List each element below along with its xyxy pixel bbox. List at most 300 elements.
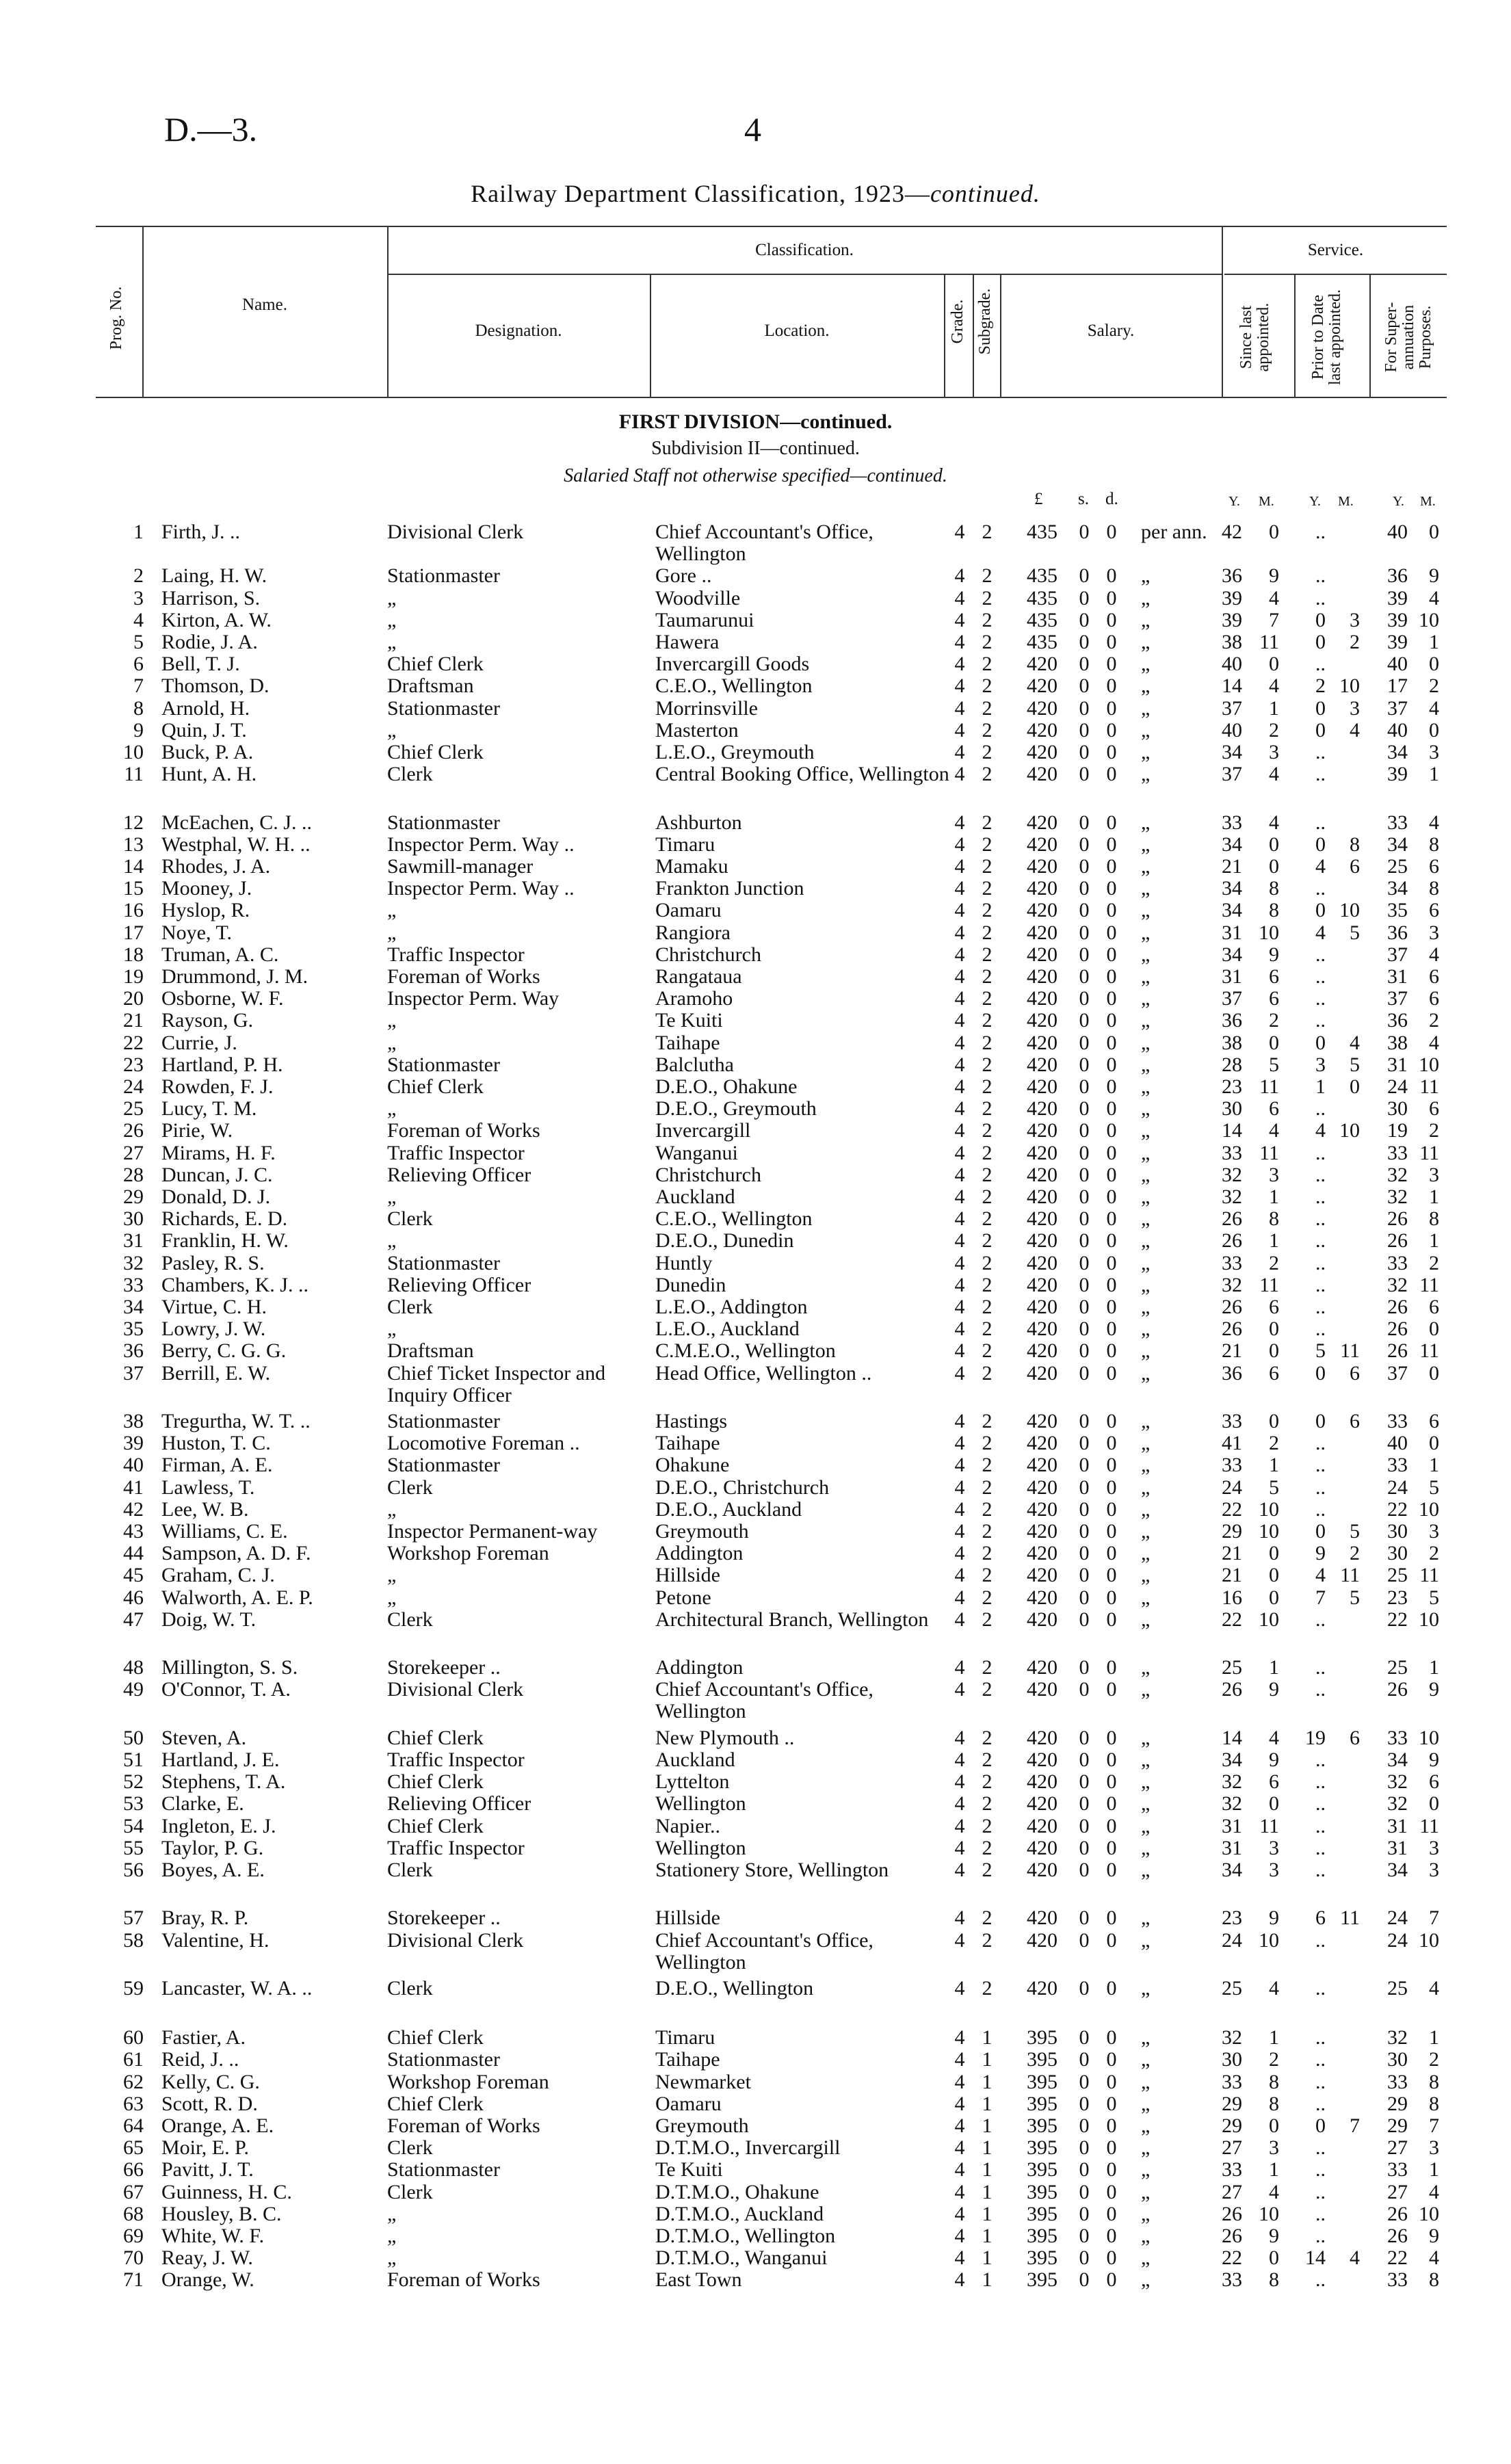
superannuation-years: 24 — [1387, 1906, 1408, 1930]
superannuation-months: 6 — [1429, 855, 1439, 878]
employee-name: Lowry, J. W. — [161, 1318, 266, 1341]
service-since-months: 9 — [1269, 1748, 1279, 1771]
superannuation-months: 6 — [1429, 1770, 1439, 1794]
salary-pounds: 395 — [1027, 2136, 1057, 2160]
service-since-months: 0 — [1269, 855, 1279, 878]
salary-pence: 0 — [1106, 1608, 1117, 1631]
superannuation-months: 8 — [1429, 1207, 1439, 1231]
service-since-months: 11 — [1259, 631, 1279, 653]
salary-pounds: 420 — [1027, 1097, 1057, 1120]
subgrade: 2 — [982, 741, 993, 763]
superannuation-months: 11 — [1419, 1141, 1439, 1164]
employee-name: Drummond, J. M. — [161, 965, 308, 988]
designation: Clerk — [387, 1608, 433, 1631]
subgrade: 1 — [982, 2026, 993, 2049]
salary-period: „ — [1141, 1977, 1151, 2000]
employee-name: Bray, R. P. — [161, 1906, 249, 1930]
service-prior-years: .. — [1315, 943, 1326, 966]
superannuation-months: 1 — [1429, 1454, 1439, 1477]
grade: 4 — [954, 1928, 965, 1952]
superannuation-years: 32 — [1387, 1792, 1408, 1816]
service-prior-years: .. — [1315, 1836, 1326, 1859]
employee-name: Firth, J. .. — [161, 521, 241, 543]
salary-pence: 0 — [1106, 1251, 1117, 1274]
service-since-years: 27 — [1222, 2180, 1242, 2203]
superannuation-months: 11 — [1419, 1273, 1439, 1296]
salary-period: „ — [1141, 2070, 1151, 2093]
salary-pounds: 420 — [1027, 1339, 1057, 1363]
superannuation-months: 4 — [1429, 696, 1439, 720]
service-prior-years: 0 — [1315, 718, 1326, 742]
superannuation-months: 11 — [1419, 1814, 1439, 1837]
salary-period: „ — [1141, 2246, 1151, 2270]
service-prior-years: .. — [1315, 965, 1326, 988]
salary-shillings: 0 — [1079, 2070, 1090, 2093]
grade: 4 — [954, 899, 965, 922]
prog-number: 53 — [123, 1792, 144, 1816]
prog-number: 70 — [123, 2246, 144, 2270]
salary-period: „ — [1141, 1542, 1151, 1565]
service-prior-years: .. — [1315, 987, 1326, 1010]
subgrade: 2 — [982, 653, 993, 676]
service-since-months: 11 — [1259, 1273, 1279, 1296]
salary-shillings: 0 — [1079, 1608, 1090, 1631]
grade: 4 — [954, 1185, 965, 1208]
salary-pence: 0 — [1106, 833, 1117, 856]
service-prior-months: 6 — [1350, 1726, 1360, 1749]
service-prior-years: .. — [1315, 2092, 1326, 2115]
superannuation-years: 36 — [1387, 1009, 1408, 1032]
service-since-months: 5 — [1269, 1476, 1279, 1499]
employee-name: Hyslop, R. — [161, 899, 250, 922]
designation: Clerk — [387, 1296, 433, 1318]
designation: Inspector Perm. Way .. — [387, 833, 575, 856]
location: Dunedin — [655, 1273, 726, 1296]
designation: „ — [387, 1097, 397, 1120]
salary-pence: 0 — [1106, 1542, 1117, 1565]
salary-period: „ — [1141, 1185, 1151, 1208]
salary-period: „ — [1141, 2225, 1151, 2247]
subgrade: 2 — [982, 1564, 993, 1587]
salary-pounds: 420 — [1027, 1792, 1057, 1816]
service-since-years: 29 — [1222, 2092, 1242, 2115]
location: Napier.. — [655, 1814, 720, 1837]
prog-number: 21 — [123, 1009, 144, 1032]
service-prior-years: .. — [1315, 2158, 1326, 2181]
service-prior-years: 1 — [1315, 1075, 1326, 1098]
salary-pence: 0 — [1106, 2092, 1117, 2115]
location: Lyttelton — [655, 1770, 730, 1794]
salary-pounds: 420 — [1027, 718, 1057, 742]
service-prior-years: 0 — [1315, 1031, 1326, 1054]
employee-name: Mirams, H. F. — [161, 1141, 276, 1164]
salary-shillings: 0 — [1079, 1814, 1090, 1837]
service-since-months: 3 — [1269, 741, 1279, 763]
superannuation-years: 29 — [1387, 2114, 1408, 2137]
subgrade: 2 — [982, 1520, 993, 1543]
service-prior-years: 5 — [1315, 1339, 1326, 1363]
grade: 4 — [954, 1977, 965, 2000]
subgrade: 1 — [982, 2158, 993, 2181]
service-since-months: 2 — [1269, 718, 1279, 742]
superannuation-months: 8 — [1429, 2092, 1439, 2115]
employee-name: Firman, A. E. — [161, 1454, 273, 1477]
salary-period: „ — [1141, 1251, 1151, 1274]
employee-name: Hartland, P. H. — [161, 1053, 283, 1076]
grade: 4 — [954, 1432, 965, 1455]
unit-pence: d. — [1105, 490, 1118, 508]
salary-period: „ — [1141, 899, 1151, 922]
location: Woodville — [655, 586, 741, 610]
salary-pounds: 420 — [1027, 1454, 1057, 1477]
subgrade: 2 — [982, 1009, 993, 1032]
superannuation-years: 33 — [1387, 1454, 1408, 1477]
prog-number: 48 — [123, 1656, 144, 1679]
superannuation-years: 37 — [1387, 1361, 1408, 1385]
designation: Stationmaster — [387, 564, 500, 588]
location: D.E.O., Greymouth — [655, 1097, 817, 1120]
service-since-months: 0 — [1269, 1542, 1279, 1565]
service-prior-years: .. — [1315, 1608, 1326, 1631]
prog-number: 54 — [123, 1814, 144, 1837]
service-prior-years: .. — [1315, 1185, 1326, 1208]
service-since-months: 10 — [1259, 1520, 1279, 1543]
salary-period: „ — [1141, 833, 1151, 856]
salary-shillings: 0 — [1079, 833, 1090, 856]
superannuation-months: 2 — [1429, 1251, 1439, 1274]
salary-shillings: 0 — [1079, 1792, 1090, 1816]
salary-pounds: 435 — [1027, 564, 1057, 588]
salary-period: „ — [1141, 1476, 1151, 1499]
salary-pence: 0 — [1106, 1075, 1117, 1098]
service-prior-years: 0 — [1315, 631, 1326, 653]
prog-number: 60 — [123, 2026, 144, 2049]
service-since-months: 9 — [1269, 564, 1279, 588]
grade: 4 — [954, 1726, 965, 1749]
subgrade: 1 — [982, 2092, 993, 2115]
grade: 4 — [954, 921, 965, 944]
service-since-years: 32 — [1222, 1792, 1242, 1816]
service-prior-years: .. — [1315, 1792, 1326, 1816]
salary-period: „ — [1141, 965, 1151, 988]
location: D.E.O., Christchurch — [655, 1476, 830, 1499]
service-prior-years: .. — [1315, 877, 1326, 900]
salary-pounds: 420 — [1027, 1031, 1057, 1054]
location: Rangataua — [655, 965, 742, 988]
service-since-months: 0 — [1269, 1792, 1279, 1816]
salary-period: „ — [1141, 855, 1151, 878]
designation: „ — [387, 1229, 397, 1253]
location: Masterton — [655, 718, 739, 742]
location: Rangiora — [655, 921, 731, 944]
salary-period: „ — [1141, 987, 1151, 1010]
salary-shillings: 0 — [1079, 653, 1090, 676]
service-since-months: 11 — [1259, 1141, 1279, 1164]
location: L.E.O., Auckland — [655, 1318, 800, 1341]
superannuation-years: 22 — [1387, 2246, 1408, 2270]
designation: Divisional Clerk — [387, 521, 524, 543]
salary-shillings: 0 — [1079, 2158, 1090, 2181]
location: Auckland — [655, 1185, 735, 1208]
service-since-years: 27 — [1222, 2136, 1242, 2160]
location: Addington — [655, 1542, 744, 1565]
prog-number: 38 — [123, 1410, 144, 1432]
grade: 4 — [954, 1656, 965, 1679]
salary-pence: 0 — [1106, 1906, 1117, 1930]
superannuation-months: 2 — [1429, 1009, 1439, 1032]
service-prior-months: 10 — [1339, 1119, 1360, 1142]
service-since-years: 39 — [1222, 608, 1242, 631]
service-prior-months: 5 — [1350, 921, 1360, 944]
salary-period: „ — [1141, 1497, 1151, 1521]
grade: 4 — [954, 1361, 965, 1385]
superannuation-years: 34 — [1387, 741, 1408, 763]
superannuation-months: 1 — [1429, 2158, 1439, 2181]
designation: Relieving Officer — [387, 1163, 531, 1186]
service-prior-years: .. — [1315, 1814, 1326, 1837]
designation: Relieving Officer — [387, 1792, 531, 1816]
salary-pounds: 395 — [1027, 2026, 1057, 2049]
employee-name: Laing, H. W. — [161, 564, 267, 588]
salary-shillings: 0 — [1079, 1361, 1090, 1385]
service-since-years: 34 — [1222, 833, 1242, 856]
service-since-years: 41 — [1222, 1432, 1242, 1455]
employee-name: Rodie, J. A. — [161, 631, 258, 653]
designation: Foreman of Works — [387, 2268, 540, 2292]
grade: 4 — [954, 1251, 965, 1274]
prog-number: 49 — [123, 1678, 144, 1701]
grade: 4 — [954, 1586, 965, 1609]
salary-pence: 0 — [1106, 2225, 1117, 2247]
designation: „ — [387, 1009, 397, 1032]
salary-pounds: 420 — [1027, 1520, 1057, 1543]
subgrade: 2 — [982, 1836, 993, 1859]
grade: 4 — [954, 1520, 965, 1543]
subgrade: 2 — [982, 1296, 993, 1318]
subgrade: 2 — [982, 1075, 993, 1098]
superannuation-months: 1 — [1429, 1185, 1439, 1208]
designation: Storekeeper .. — [387, 1656, 501, 1679]
employee-name: Quin, J. T. — [161, 718, 247, 742]
subgrade: 2 — [982, 1119, 993, 1142]
designation: Stationmaster — [387, 696, 500, 720]
service-since-years: 32 — [1222, 1163, 1242, 1186]
location: Frankton Junction — [655, 877, 804, 900]
salary-shillings: 0 — [1079, 1748, 1090, 1771]
subgrade: 2 — [982, 811, 993, 834]
col-divider — [1222, 226, 1223, 397]
salary-pounds: 420 — [1027, 1185, 1057, 1208]
salary-pence: 0 — [1106, 1656, 1117, 1679]
service-prior-years: .. — [1315, 1009, 1326, 1032]
prog-number: 67 — [123, 2180, 144, 2203]
salary-period: „ — [1141, 608, 1151, 631]
service-prior-years: .. — [1315, 2180, 1326, 2203]
salary-pence: 0 — [1106, 987, 1117, 1010]
grade: 4 — [954, 1410, 965, 1432]
prog-number: 59 — [123, 1977, 144, 2000]
salary-pence: 0 — [1106, 1678, 1117, 1701]
service-prior-years: 6 — [1315, 1906, 1326, 1930]
superannuation-months: 0 — [1429, 1318, 1439, 1341]
service-since-months: 8 — [1269, 2268, 1279, 2292]
salary-period: „ — [1141, 1792, 1151, 1816]
salary-pounds: 395 — [1027, 2158, 1057, 2181]
salary-pence: 0 — [1106, 943, 1117, 966]
salary-shillings: 0 — [1079, 1163, 1090, 1186]
salary-period: „ — [1141, 674, 1151, 698]
service-since-months: 8 — [1269, 899, 1279, 922]
salary-period: „ — [1141, 2026, 1151, 2049]
salary-shillings: 0 — [1079, 608, 1090, 631]
service-since-months: 1 — [1269, 1454, 1279, 1477]
grade: 4 — [954, 1454, 965, 1477]
superannuation-years: 19 — [1387, 1119, 1408, 1142]
service-since-years: 25 — [1222, 1977, 1242, 2000]
service-since-years: 38 — [1222, 631, 1242, 653]
employee-name: Rhodes, J. A. — [161, 855, 271, 878]
employee-name: Doig, W. T. — [161, 1608, 257, 1631]
superannuation-months: 0 — [1429, 1792, 1439, 1816]
designation: Traffic Inspector — [387, 943, 525, 966]
prog-number: 2 — [133, 564, 144, 588]
header-prior-to: Prior to Date last appointed. — [1309, 289, 1345, 385]
salary-period: „ — [1141, 1520, 1151, 1543]
salary-shillings: 0 — [1079, 1119, 1090, 1142]
salary-shillings: 0 — [1079, 1836, 1090, 1859]
salary-pounds: 420 — [1027, 877, 1057, 900]
employee-name: Duncan, J. C. — [161, 1163, 273, 1186]
salary-shillings: 0 — [1079, 921, 1090, 944]
service-since-years: 22 — [1222, 1608, 1242, 1631]
grade: 4 — [954, 811, 965, 834]
designation: „ — [387, 631, 397, 653]
salary-shillings: 0 — [1079, 1770, 1090, 1794]
header-bottom-rule — [96, 397, 1447, 398]
subgrade: 1 — [982, 2268, 993, 2292]
employee-name: Orange, W. — [161, 2268, 254, 2292]
subgrade: 2 — [982, 1097, 993, 1120]
grade: 4 — [954, 718, 965, 742]
superannuation-years: 24 — [1387, 1476, 1408, 1499]
salary-shillings: 0 — [1079, 1520, 1090, 1543]
prog-number: 17 — [123, 921, 144, 944]
grade: 4 — [954, 1836, 965, 1859]
service-since-months: 9 — [1269, 943, 1279, 966]
service-prior-years: 0 — [1315, 899, 1326, 922]
service-prior-years: .. — [1315, 1141, 1326, 1164]
designation: Clerk — [387, 1977, 433, 2000]
designation: Stationmaster — [387, 1251, 500, 1274]
service-since-months: 0 — [1269, 1586, 1279, 1609]
designation: Clerk — [387, 1859, 433, 1881]
grade: 4 — [954, 987, 965, 1010]
employee-name: Walworth, A. E. P. — [161, 1586, 313, 1609]
designation: Stationmaster — [387, 1410, 500, 1432]
service-prior-years: .. — [1315, 1859, 1326, 1881]
salary-shillings: 0 — [1079, 1726, 1090, 1749]
grade: 4 — [954, 2114, 965, 2137]
superannuation-years: 39 — [1387, 631, 1408, 653]
superannuation-months: 7 — [1429, 1906, 1439, 1930]
superannuation-years: 25 — [1387, 1656, 1408, 1679]
employee-name: Clarke, E. — [161, 1792, 244, 1816]
salary-pounds: 395 — [1027, 2180, 1057, 2203]
salary-pence: 0 — [1106, 899, 1117, 922]
salary-pounds: 420 — [1027, 1859, 1057, 1881]
superannuation-months: 3 — [1429, 1520, 1439, 1543]
unit-years-since: Y. — [1228, 494, 1240, 509]
salary-period: „ — [1141, 2136, 1151, 2160]
superannuation-months: 2 — [1429, 1542, 1439, 1565]
salary-pounds: 420 — [1027, 1770, 1057, 1794]
service-prior-years: .. — [1315, 1318, 1326, 1341]
employee-name: Hunt, A. H. — [161, 763, 257, 786]
location: D.T.M.O., Ohakune — [655, 2180, 819, 2203]
salary-pence: 0 — [1106, 2246, 1117, 2270]
prog-number: 41 — [123, 1476, 144, 1499]
subgrade: 2 — [982, 1251, 993, 1274]
salary-pounds: 420 — [1027, 1542, 1057, 1565]
salary-period: „ — [1141, 1097, 1151, 1120]
prog-number: 19 — [123, 965, 144, 988]
service-prior-months: 2 — [1350, 631, 1360, 653]
subgrade: 2 — [982, 696, 993, 720]
service-since-years: 34 — [1222, 741, 1242, 763]
location: D.T.M.O., Invercargill — [655, 2136, 841, 2160]
salary-pounds: 395 — [1027, 2225, 1057, 2247]
employee-name: Reay, J. W. — [161, 2246, 253, 2270]
salary-pence: 0 — [1106, 1185, 1117, 1208]
superannuation-years: 40 — [1387, 718, 1408, 742]
service-prior-years: .. — [1315, 521, 1326, 543]
service-prior-years: 0 — [1315, 608, 1326, 631]
designation: „ — [387, 1185, 397, 1208]
header-subgrade: Subgrade. — [976, 288, 994, 355]
prog-number: 22 — [123, 1031, 144, 1054]
subgrade: 1 — [982, 2048, 993, 2071]
grade: 4 — [954, 763, 965, 786]
subgrade: 2 — [982, 1454, 993, 1477]
salary-shillings: 0 — [1079, 1542, 1090, 1565]
service-prior-years: .. — [1315, 811, 1326, 834]
prog-number: 45 — [123, 1564, 144, 1587]
service-prior-months: 6 — [1350, 1361, 1360, 1385]
designation: „ — [387, 2225, 397, 2247]
superannuation-months: 10 — [1419, 1608, 1439, 1631]
grade: 4 — [954, 674, 965, 698]
designation: Storekeeper .. — [387, 1906, 501, 1930]
location: Oamaru — [655, 2092, 722, 2115]
service-since-years: 26 — [1222, 1229, 1242, 1253]
salary-pounds: 420 — [1027, 1814, 1057, 1837]
grade: 4 — [954, 586, 965, 610]
service-since-months: 11 — [1259, 1814, 1279, 1837]
service-prior-years: 14 — [1305, 2246, 1326, 2270]
salary-period: „ — [1141, 2092, 1151, 2115]
salary-pence: 0 — [1106, 1141, 1117, 1164]
superannuation-years: 30 — [1387, 1542, 1408, 1565]
superannuation-years: 37 — [1387, 943, 1408, 966]
salary-shillings: 0 — [1079, 1009, 1090, 1032]
service-since-years: 22 — [1222, 1497, 1242, 1521]
prog-number: 36 — [123, 1339, 144, 1363]
employee-name: Lancaster, W. A. .. — [161, 1977, 313, 2000]
salary-shillings: 0 — [1079, 1928, 1090, 1952]
superannuation-years: 34 — [1387, 877, 1408, 900]
location: Chief Accountant's Office, Wellington — [655, 521, 873, 565]
service-prior-years: .. — [1315, 1097, 1326, 1120]
